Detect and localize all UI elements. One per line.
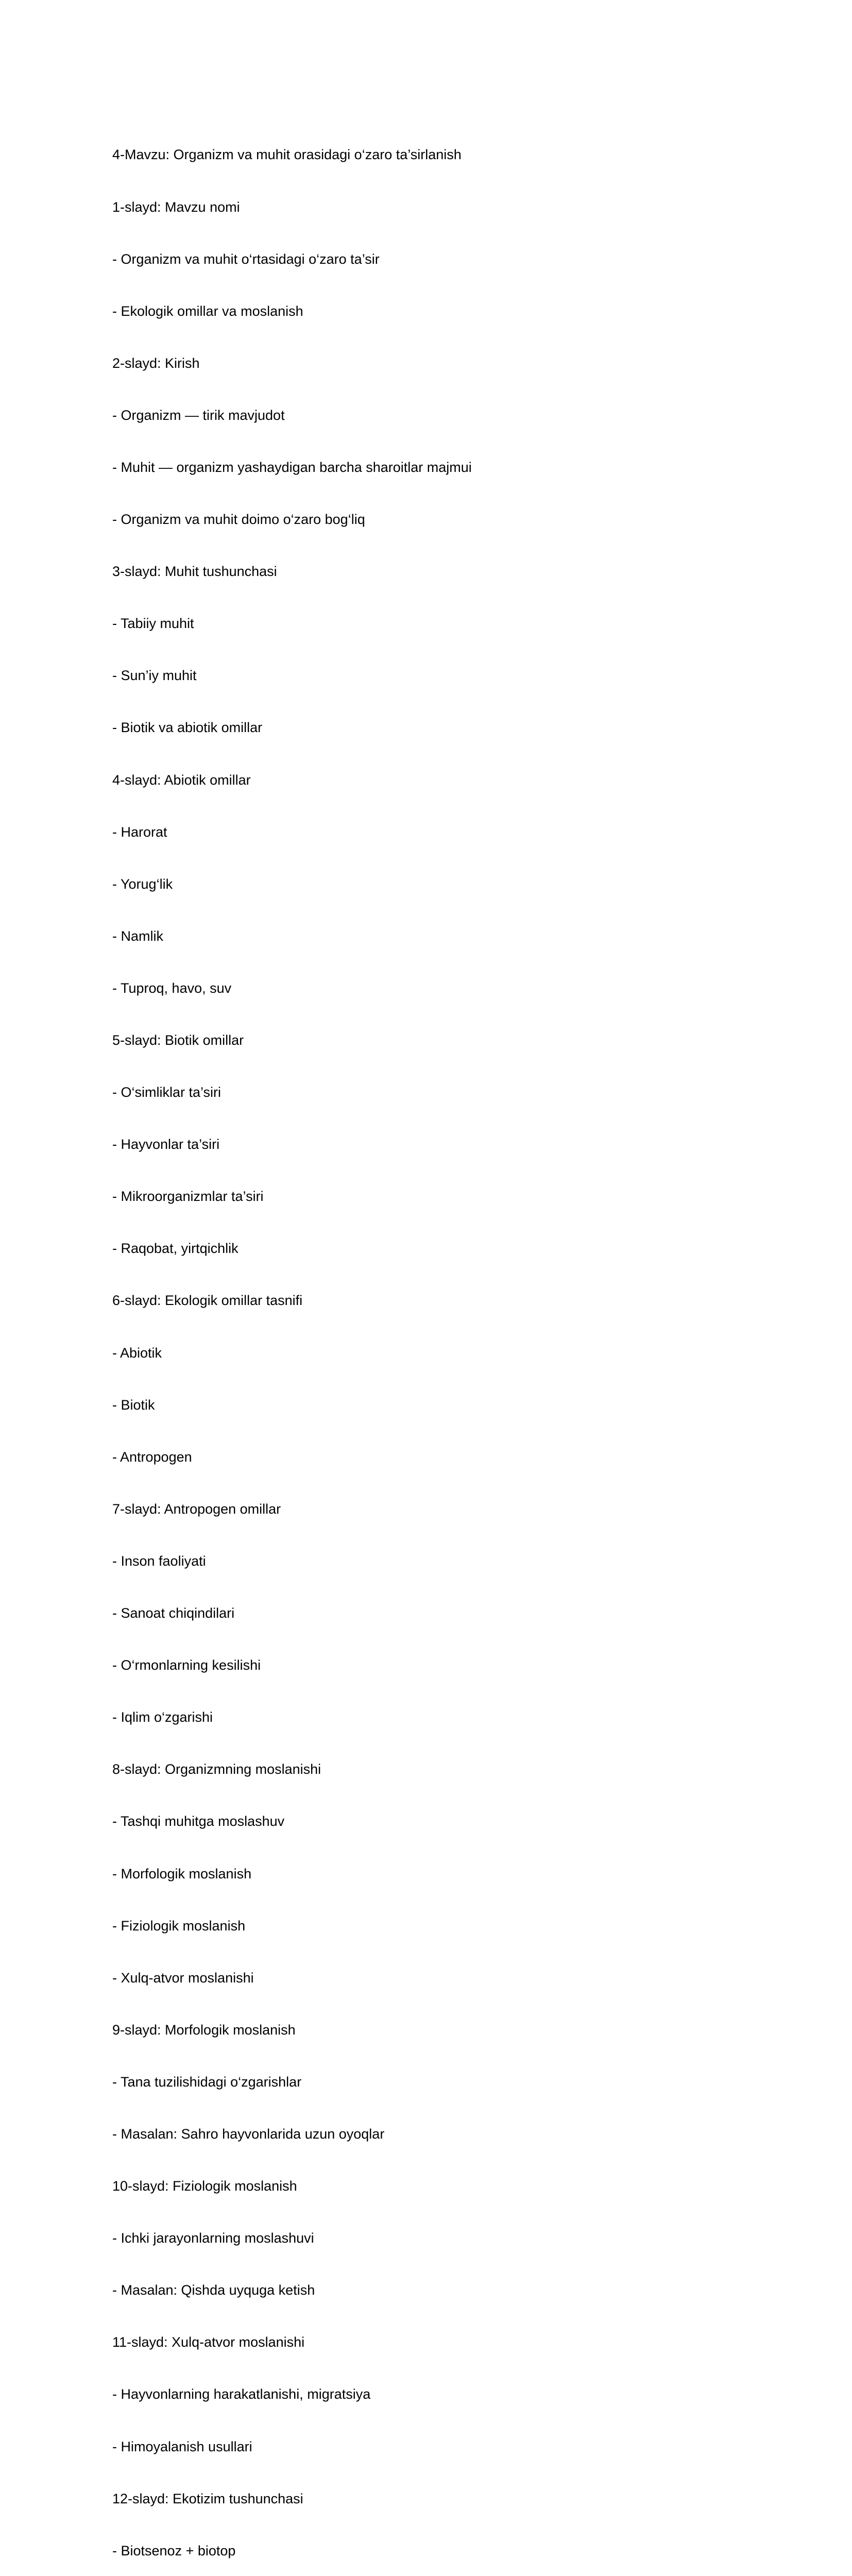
slide-heading: 8-slayd: Organizmning moslanishi: [112, 1761, 321, 1777]
bullet-line: - Xulq-atvor moslanishi: [112, 1970, 254, 1986]
bullet-line: - Antropogen: [112, 1449, 192, 1465]
slide-heading: 1-slayd: Mavzu nomi: [112, 199, 240, 215]
bullet-line: - Organizm va muhit doimo o‘zaro bog‘liq: [112, 512, 365, 528]
slide-heading: 9-slayd: Morfologik moslanish: [112, 2022, 296, 2038]
bullet-line: - Hayvonlar ta’siri: [112, 1137, 220, 1153]
bullet-line: - Abiotik: [112, 1345, 162, 1361]
bullet-line: - Organizm va muhit o‘rtasidagi o‘zaro ta’sir: [112, 251, 380, 267]
bullet-line: - Morfologik moslanish: [112, 1866, 252, 1882]
bullet-line: - Tana tuzilishidagi o‘zgarishlar: [112, 2074, 302, 2090]
bullet-line: - Biotsenoz + biotop: [112, 2543, 236, 2558]
slide-heading: 3-slayd: Muhit tushunchasi: [112, 564, 277, 580]
slide-heading: 6-slayd: Ekologik omillar tasnifi: [112, 1293, 303, 1309]
slide-heading: 4-slayd: Abiotik omillar: [112, 772, 251, 788]
bullet-line: - Tuproq, havo, suv: [112, 980, 232, 996]
slide-heading: 10-slayd: Fiziologik moslanish: [112, 2178, 297, 2194]
bullet-line: - Hayvonlarning harakatlanishi, migratsiya: [112, 2386, 371, 2402]
bullet-line: - O‘rmonlarning kesilishi: [112, 1657, 261, 1673]
slide-heading: 12-slayd: Ekotizim tushunchasi: [112, 2490, 303, 2506]
slide-heading: 7-slayd: Antropogen omillar: [112, 1501, 281, 1517]
bullet-line: - Namlik: [112, 928, 163, 944]
slide-heading: 11-slayd: Xulq-atvor moslanishi: [112, 2334, 305, 2350]
bullet-line: - Muhit — organizm yashaydigan barcha sharoitlar majmui: [112, 459, 472, 475]
bullet-line: - Organizm — tirik mavjudot: [112, 407, 285, 423]
bullet-line: - Fiziologik moslanish: [112, 1918, 246, 1934]
bullet-line: - Tashqi muhitga moslashuv: [112, 1814, 285, 1829]
bullet-line: - Tabiiy muhit: [112, 616, 194, 632]
bullet-line: - Yorug‘lik: [112, 876, 173, 892]
bullet-line: - Masalan: Sahro hayvonlarida uzun oyoqlar: [112, 2126, 385, 2142]
bullet-line: - Sun’iy muhit: [112, 668, 197, 684]
bullet-line: - Biotik: [112, 1397, 155, 1413]
bullet-line: - Biotik va abiotik omillar: [112, 720, 263, 736]
bullet-line: - Iqlim o‘zgarishi: [112, 1709, 213, 1725]
bullet-line: - Ichki jarayonlarning moslashuvi: [112, 2230, 314, 2246]
bullet-line: - Harorat: [112, 824, 167, 840]
bullet-line: - Inson faoliyati: [112, 1553, 206, 1569]
bullet-line: - Masalan: Qishda uyquga ketish: [112, 2282, 315, 2298]
bullet-line: - Raqobat, yirtqichlik: [112, 1241, 238, 1257]
bullet-line: - O‘simliklar ta’siri: [112, 1084, 221, 1100]
slide-heading: 2-slayd: Kirish: [112, 355, 200, 371]
bullet-line: - Himoyalanish usullari: [112, 2438, 252, 2454]
bullet-line: - Ekologik omillar va moslanish: [112, 303, 303, 319]
document-text: [112, 112, 730, 2576]
topic-title: 4-Mavzu: Organizm va muhit orasidagi o‘zaro ta’sirlanish: [112, 147, 462, 163]
slide-heading: 5-slayd: Biotik omillar: [112, 1032, 244, 1048]
bullet-line: - Sanoat chiqindilari: [112, 1605, 235, 1621]
bullet-line: - Mikroorganizmlar ta’siri: [112, 1189, 264, 1205]
